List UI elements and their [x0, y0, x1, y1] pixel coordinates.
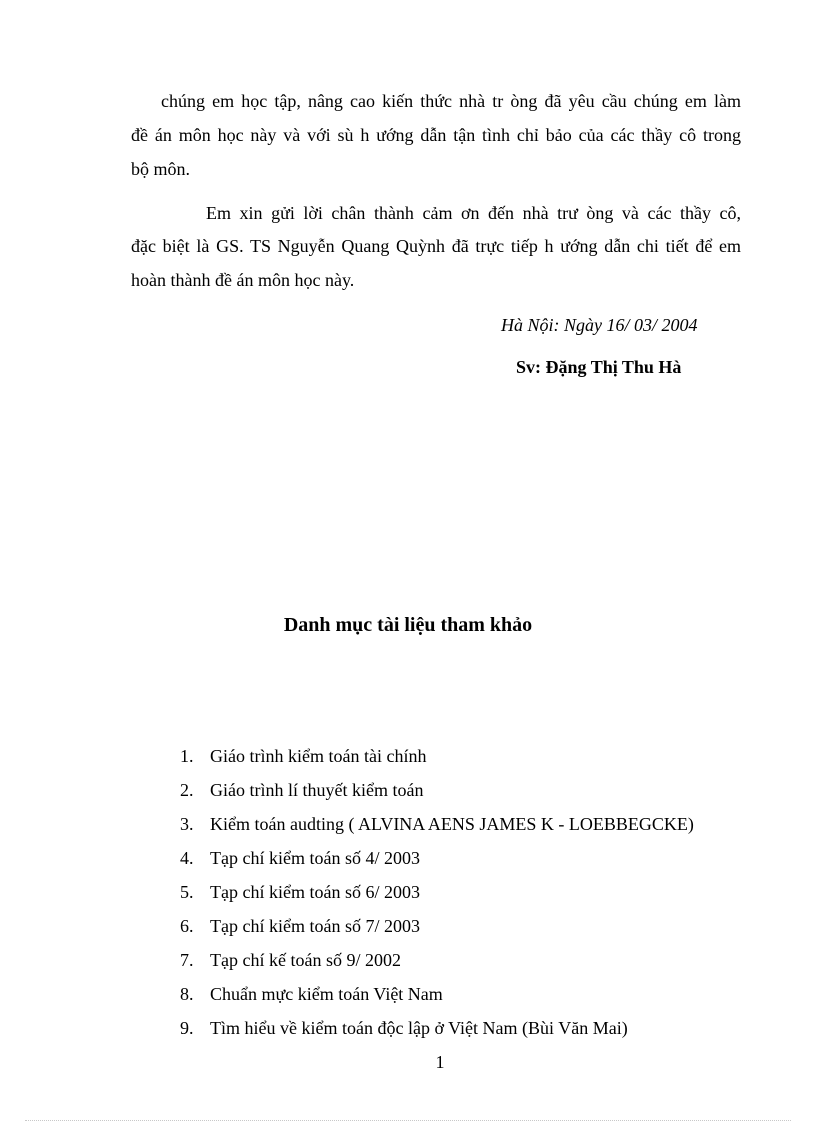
- paragraph-2-line-3: hoàn thành đề án môn học này.: [131, 270, 355, 290]
- reference-number: 8.: [180, 984, 194, 1004]
- reference-item: [180, 949, 694, 983]
- page-number: 1: [435, 1052, 445, 1072]
- signature-name: Sv: Đặng Thị Thu Hà: [516, 357, 682, 377]
- reference-number: 3.: [180, 814, 194, 834]
- reference-text: Giáo trình lí thuyết kiểm toán: [210, 780, 424, 800]
- paragraph-1-line-1: chúng em học tập, nâng cao kiến thức nhà tr òng đã yêu cầu chúng em làm: [161, 91, 741, 111]
- reference-text: Tìm hiểu về kiểm toán độc lập ở Việt Nam (Bùi Văn Mai): [210, 1018, 628, 1038]
- paragraph-2-line-1: Em xin gửi lời chân thành cảm ơn đến nhà trư òng và các thầy cô,: [206, 203, 741, 223]
- reference-text: Kiểm toán audting ( ALVINA AENS JAMES K - LOEBBEGCKE): [210, 814, 694, 834]
- reference-text: Chuẩn mực kiểm toán Việt Nam: [210, 984, 443, 1004]
- reference-text: Tạp chí kiểm toán số 6/ 2003: [210, 882, 420, 902]
- references-title: Danh mục tài liệu tham khảo: [283, 614, 533, 636]
- reference-item: [180, 813, 694, 847]
- reference-text: Tạp chí kế toán số 9/ 2002: [210, 950, 401, 970]
- reference-item: [180, 983, 694, 1017]
- reference-text: Giáo trình kiểm toán tài chính: [210, 746, 427, 766]
- reference-number: 5.: [180, 882, 194, 902]
- reference-number: 1.: [180, 746, 194, 766]
- reference-number: 4.: [180, 848, 194, 868]
- reference-item: [180, 1017, 694, 1051]
- reference-item: [180, 779, 694, 813]
- reference-text: Tạp chí kiểm toán số 4/ 2003: [210, 848, 420, 868]
- reference-number: 7.: [180, 950, 194, 970]
- paragraph-1-line-2: đề án môn học này và với sù h ướng dẫn tận tình chỉ bảo của các thầy cô trong: [131, 125, 741, 145]
- reference-item: [180, 847, 694, 881]
- reference-item: [180, 881, 694, 915]
- paragraph-1-line-3: bộ môn.: [131, 159, 191, 179]
- reference-number: 6.: [180, 916, 194, 936]
- reference-number: 9.: [180, 1018, 194, 1038]
- reference-number: 2.: [180, 780, 194, 800]
- reference-item: [180, 915, 694, 949]
- footer-divider: [25, 1120, 791, 1121]
- reference-item: [180, 745, 694, 779]
- paragraph-2-line-2: đặc biệt là GS. TS Nguyễn Quang Quỳnh đã trực tiếp h ướng dẫn chi tiết để em: [131, 236, 741, 256]
- reference-text: Tạp chí kiểm toán số 7/ 2003: [210, 916, 420, 936]
- references-list: [180, 745, 694, 1051]
- signature-date: Hà Nội: Ngày 16/ 03/ 2004: [501, 315, 698, 335]
